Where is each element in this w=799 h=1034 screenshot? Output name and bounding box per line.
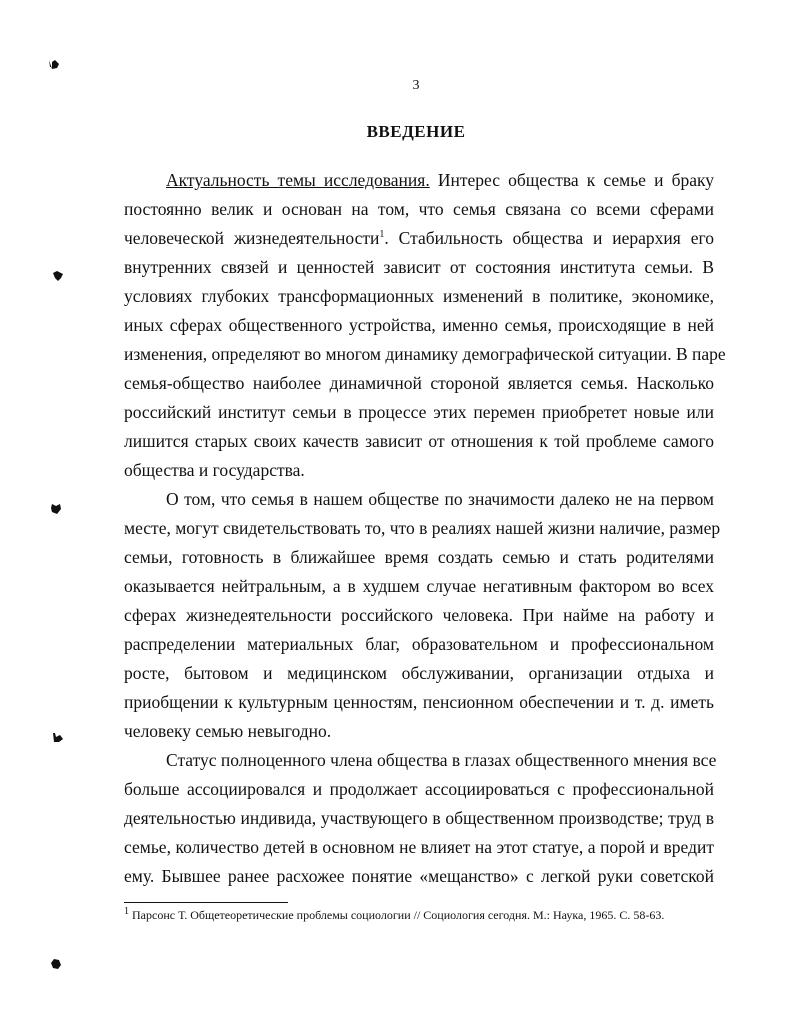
- page-heading: ВВЕДЕНИЕ: [366, 122, 466, 141]
- scan-mark: [50, 503, 60, 513]
- paragraph-line: месте, могут свидетельствовать то, что в реалиях нашей жизни наличие, размер: [124, 518, 721, 538]
- paragraph-line: приобщении к культурным ценностям, пенсионном обеспечении и т. д. иметь: [124, 692, 714, 712]
- paragraph-line: ему. Бывшее ранее расхожее понятие «мещанство» с легкой руки советской: [124, 866, 714, 886]
- paragraph-line: внутренних связей и ценностей зависит от состояния института семьи. В: [124, 257, 714, 277]
- paragraph-line-text: человеческой жизнедеятельности: [124, 228, 380, 248]
- paragraph-line: изменения, определяют во многом динамику демографической ситуации. В паре: [124, 344, 726, 364]
- paragraph-line: [124, 224, 714, 253]
- paragraph-line: постоянно велик и основан на том, что семья связана со всеми сферами: [124, 199, 714, 219]
- paragraph-line: оказывается нейтральным, а в худшем случае негативным фактором во всех: [124, 576, 714, 596]
- paragraph-line: иных сферах общественного устройства, именно семья, происходящие в ней: [124, 315, 714, 335]
- paragraph-line: больше ассоциировался и продолжает ассоциироваться с профессиональной: [124, 779, 714, 799]
- scan-mark: [50, 958, 60, 968]
- scan-mark: [48, 58, 58, 68]
- scan-mark: [52, 731, 62, 741]
- paragraph-line: сферах жизнедеятельности российского человека. При найме на работу и: [124, 605, 714, 625]
- paragraph-line: [124, 166, 714, 195]
- paragraph-line: общества и государства.: [124, 460, 305, 480]
- paragraph-line: семье, количество детей в основном не влияет на этот статуе, а порой и вредит: [124, 837, 714, 857]
- paragraph-line: условиях глубоких трансформационных изменений в политике, экономике,: [124, 286, 714, 306]
- page-number: 3: [412, 78, 420, 93]
- paragraph-line: российский институт семьи в процессе этих перемен приобретет новые или: [124, 402, 714, 422]
- paragraph-line: О том, что семья в нашем обществе по значимости далеко не на первом: [166, 489, 714, 509]
- paragraph-line: Статус полноценного члена общества в глазах общественного мнения все: [166, 750, 717, 770]
- paragraph-line-text: Интерес общества к семье и браку: [429, 170, 714, 190]
- paragraph-line: распределении материальных благ, образовательном и профессиональном: [124, 634, 714, 654]
- scan-mark: [52, 270, 62, 280]
- paragraph-line: семьи, готовность в ближайшее время создать семью и стать родителями: [124, 547, 714, 567]
- paragraph-2: [124, 485, 721, 746]
- footnote: [124, 908, 724, 923]
- paragraph-1: [124, 166, 726, 485]
- paragraph-line: семья-общество наиболее динамичной стороной является семья. Насколько: [124, 373, 714, 393]
- paragraph-line: человеку семью невыгодно.: [124, 721, 332, 741]
- paragraph-line: деятельностью индивида, участвующего в общественном производстве; труд в: [124, 808, 714, 828]
- paragraph-line-text: . Стабильность общества и иерархия его: [384, 228, 714, 248]
- footnote-text: Парсонс Т. Общетеоретические проблемы социологии // Социология сегодня. М.: Наука, 1965. С. 58-63.: [129, 908, 665, 922]
- footnote-marker: 1: [124, 906, 129, 917]
- paragraph-line: лишится старых своих качеств зависит от отношения к той проблеме самого: [124, 431, 714, 451]
- footnote-divider: [124, 902, 288, 903]
- paragraph-line: росте, бытовом и медицинском обслуживании, организации отдыха и: [124, 663, 714, 683]
- footnote-reference: 1: [379, 229, 385, 241]
- paragraph-3: [124, 746, 717, 891]
- section-lead: Актуальность темы исследования.: [166, 170, 430, 190]
